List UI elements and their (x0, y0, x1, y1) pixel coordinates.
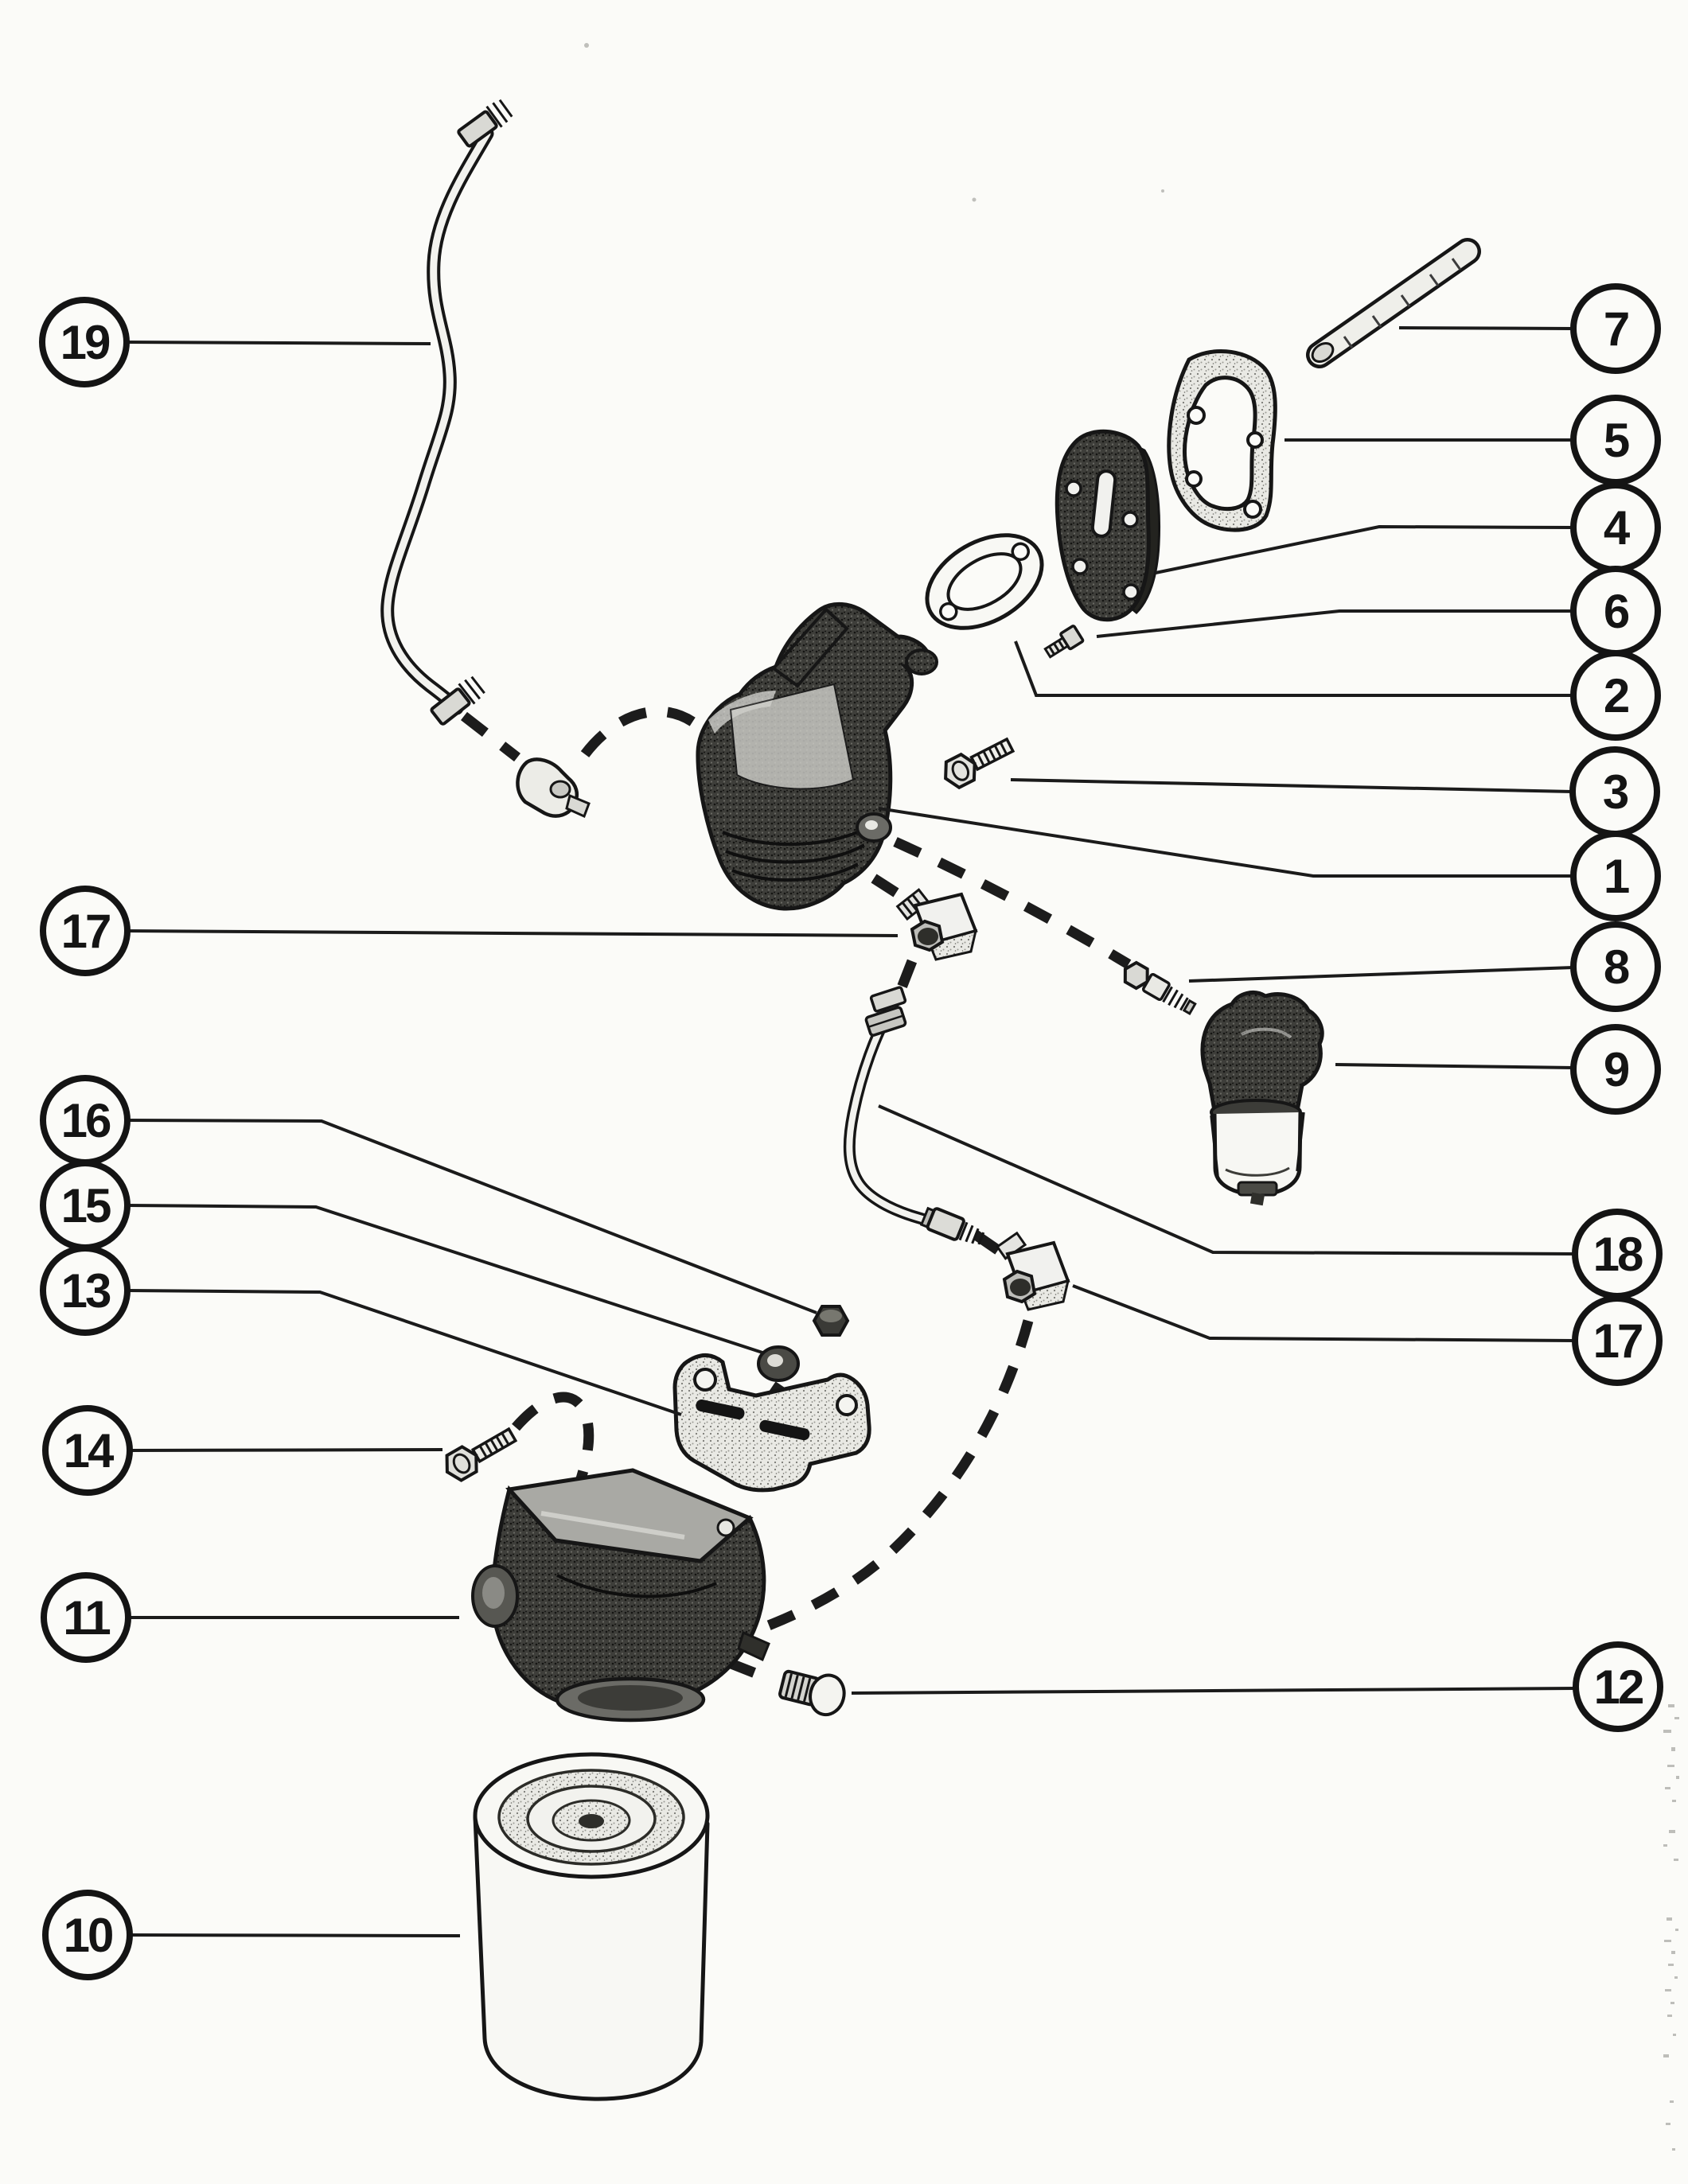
part-fuel-line-19 (388, 98, 513, 727)
callout-number-19-0: 19 (60, 316, 109, 369)
leader-line-6-11 (1097, 611, 1573, 637)
leader-line-15-3 (127, 1205, 762, 1353)
part-nut-16 (814, 1306, 848, 1335)
part-spacer-4 (1057, 431, 1159, 619)
leader-line-19-0 (127, 342, 431, 344)
leader-line-9-16 (1335, 1065, 1573, 1068)
callout-number-15-3: 15 (60, 1179, 110, 1232)
callout-number-10-7: 10 (63, 1909, 112, 1962)
part-bolt-3 (939, 733, 1016, 791)
part-pushrod-7 (1309, 251, 1468, 365)
callout-number-18-17: 18 (1592, 1228, 1642, 1281)
part-washer-15 (758, 1347, 798, 1380)
leader-line-4-10 (1156, 527, 1573, 573)
leader-line-12-19 (852, 1688, 1576, 1693)
callout-number-9-16: 9 (1603, 1043, 1628, 1096)
part-bolt-14 (440, 1422, 519, 1484)
part-canister-10 (475, 1754, 708, 2099)
callout-number-14-5: 14 (63, 1424, 112, 1477)
part-filter-housing-11 (473, 1470, 769, 1720)
dash-housing-to-plug (729, 1663, 774, 1680)
line19-bottom-fitting (429, 675, 486, 727)
leader-line-17-1 (127, 931, 898, 936)
part-gasket-2 (910, 516, 1058, 648)
part-elbow-17-upper (898, 890, 976, 960)
callout-number-3-13: 3 (1602, 765, 1628, 819)
callout-number-2-12: 2 (1603, 669, 1628, 722)
part-plug-12 (778, 1664, 848, 1719)
part-gasket-5 (1169, 352, 1276, 531)
leader-line-10-7 (130, 1935, 460, 1936)
callout-number-12-19: 12 (1593, 1660, 1643, 1714)
leader-line-7-8 (1399, 328, 1573, 329)
callout-number-17-18: 17 (1592, 1314, 1642, 1368)
dash-inlet-elbow-to-pump (585, 711, 707, 754)
leader-line-17-18 (1073, 1286, 1575, 1341)
part-elbow-17-lower (997, 1233, 1068, 1310)
leader-line-2-12 (1016, 641, 1573, 695)
line18-end-fitting (921, 1205, 985, 1248)
part-fuel-pump-1 (698, 604, 937, 909)
part-fitting-8 (1120, 960, 1199, 1018)
part-screw-6 (1043, 625, 1083, 660)
leader-line-3-13 (1011, 780, 1573, 792)
dash-line19-to-inlet-elbow (464, 716, 517, 757)
dash-pump-to-elbow17 (874, 878, 896, 893)
part-fuel-filter-9 (1203, 992, 1322, 1205)
callout-number-13-4: 13 (60, 1264, 110, 1318)
callout-number-7-8: 7 (1603, 302, 1628, 356)
callout-number-5-9: 5 (1603, 414, 1628, 467)
callout-number-6-11: 6 (1603, 585, 1628, 638)
part-fuel-line-18 (849, 987, 985, 1248)
callout-number-17-1: 17 (60, 905, 110, 958)
scan-noise (68, 43, 1680, 2151)
callout-number-16-2: 16 (60, 1094, 110, 1147)
callout-number-11-6: 11 (63, 1591, 109, 1645)
callout-number-4-10: 4 (1603, 501, 1628, 555)
part-inlet-elbow (517, 759, 589, 816)
leader-line-13-4 (127, 1291, 681, 1415)
leader-line-16-2 (127, 1120, 817, 1313)
callout-number-8-15: 8 (1603, 940, 1628, 994)
callout-number-1-14: 1 (1603, 850, 1628, 903)
leader-line-1-14 (879, 808, 1573, 876)
leader-line-8-15 (1189, 967, 1573, 981)
